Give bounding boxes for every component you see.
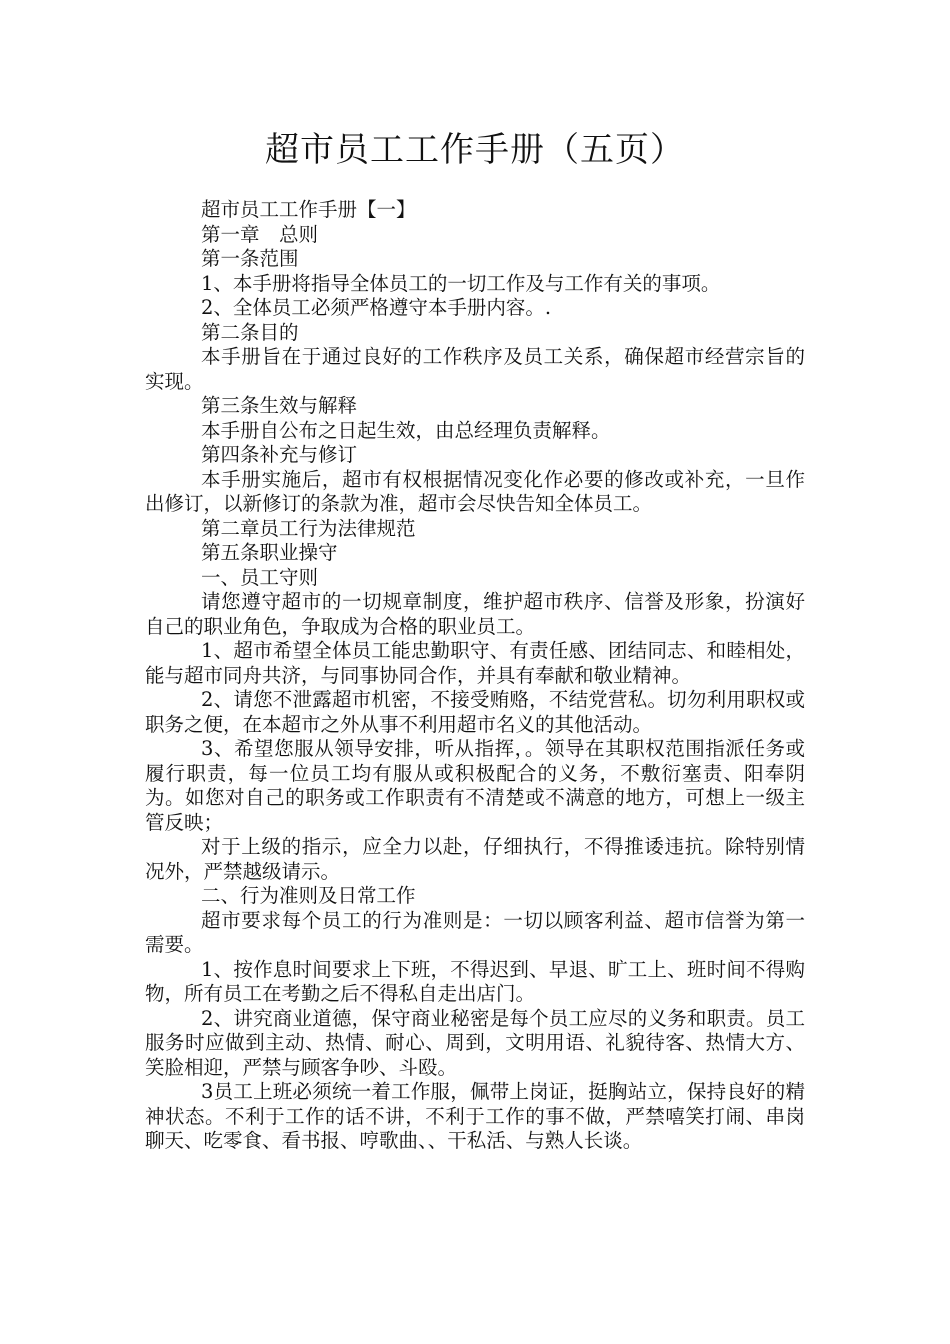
document-body bbox=[145, 198, 805, 1154]
paragraph-item: 1、按作息时间要求上下班，不得迟到、早退、旷工上、班时间不得购物，所有员工在考勤之后不得私自走出店门。 bbox=[145, 957, 805, 1005]
paragraph-section-2: 二、行为准则及日常工作 bbox=[201, 884, 416, 907]
paragraph-text: 请您遵守超市的一切规章制度，维护超市秩序、信誉及形象，扮演好自己的职业角色，争取成为合格的职业员工。 bbox=[145, 590, 805, 638]
paragraph-item: 3员工上班必须统一着工作服，佩带上岗证，挺胸站立，保持良好的精神状态。不利于工作的话不讲，不利于工作的事不做，严禁嘻笑打闹、串岗聊天、吃零食、看书报、哼歌曲、、干私活、与熟人长谈。 bbox=[145, 1080, 805, 1152]
paragraph-article-5: 第五条职业操守 bbox=[201, 541, 338, 564]
paragraph-item: 2、全体员工必须严格遵守本手册内容。. bbox=[201, 296, 552, 319]
paragraph-article-3: 第三条生效与解释 bbox=[201, 394, 358, 417]
paragraph-chapter-2: 第二章员工行为法律规范 bbox=[201, 516, 416, 540]
document-title: 超市员工工作手册（五页） bbox=[265, 130, 685, 170]
paragraph-article-2: 第二条目的 bbox=[201, 320, 299, 344]
paragraph-text: 超市要求每个员工的行为准则是：一切以顾客利益、超市信誉为第一需要。 bbox=[145, 908, 805, 956]
paragraph-handbook-heading: 超市员工工作手册【一】 bbox=[201, 198, 416, 221]
paragraph-article-1: 第一条范围 bbox=[201, 247, 299, 270]
paragraph-section-1: 一、员工守则 bbox=[201, 565, 319, 589]
paragraph-text: 本手册自公布之日起生效，由总经理负责解释。 bbox=[201, 418, 611, 442]
paragraph-item: 1、本手册将指导全体员工的一切工作及与工作有关的事项。 bbox=[201, 271, 721, 295]
paragraph-text: 本手册实施后，超市有权根据情况变化作必要的修改或补充，一旦作出修订，以新修订的条款为准，超市会尽快告知全体员工。 bbox=[145, 467, 805, 515]
paragraph-item: 2、请您不泄露超市机密，不接受贿赂，不结党营私。切勿利用职权或职务之便，在本超市之外从事不利用超市名义的其他活动。 bbox=[145, 688, 805, 736]
paragraph-item: 2、讲究商业道德，保守商业秘密是每个员工应尽的义务和职责。员工服务时应做到主动、热情、耐心、周到，文明用语、礼貌待客、热情大方、笑脸相迎，严禁与顾客争吵、斗殴。 bbox=[145, 1006, 805, 1079]
paragraph-text: 本手册旨在于通过良好的工作秩序及员工关系，确保超市经营宗旨的实现。 bbox=[145, 345, 805, 393]
paragraph-article-4: 第四条补充与修订 bbox=[201, 443, 358, 466]
paragraph-item: 1、超市希望全体员工能忠勤职守、有责任感、团结同志、和睦相处，能与超市同舟共济，与同事协同合作，并具有奉献和敬业精神。 bbox=[145, 639, 805, 687]
paragraph-chapter-1: 第一章 总则 bbox=[201, 222, 319, 246]
paragraph-text: 对于上级的指示，应全力以赴，仔细执行，不得推诿违抗。除特别情况外，严禁越级请示。 bbox=[145, 835, 805, 883]
paragraph-item: 3、希望您服从领导安排，听从指挥，。领导在其职权范围指派任务或履行职责，每一位员工均有服从或积极配合的义务，不敷衍塞责、阳奉阴为。如您对自己的职务或工作职责有不清楚或不满意的地方，可想上一级主管反映； bbox=[145, 737, 805, 834]
